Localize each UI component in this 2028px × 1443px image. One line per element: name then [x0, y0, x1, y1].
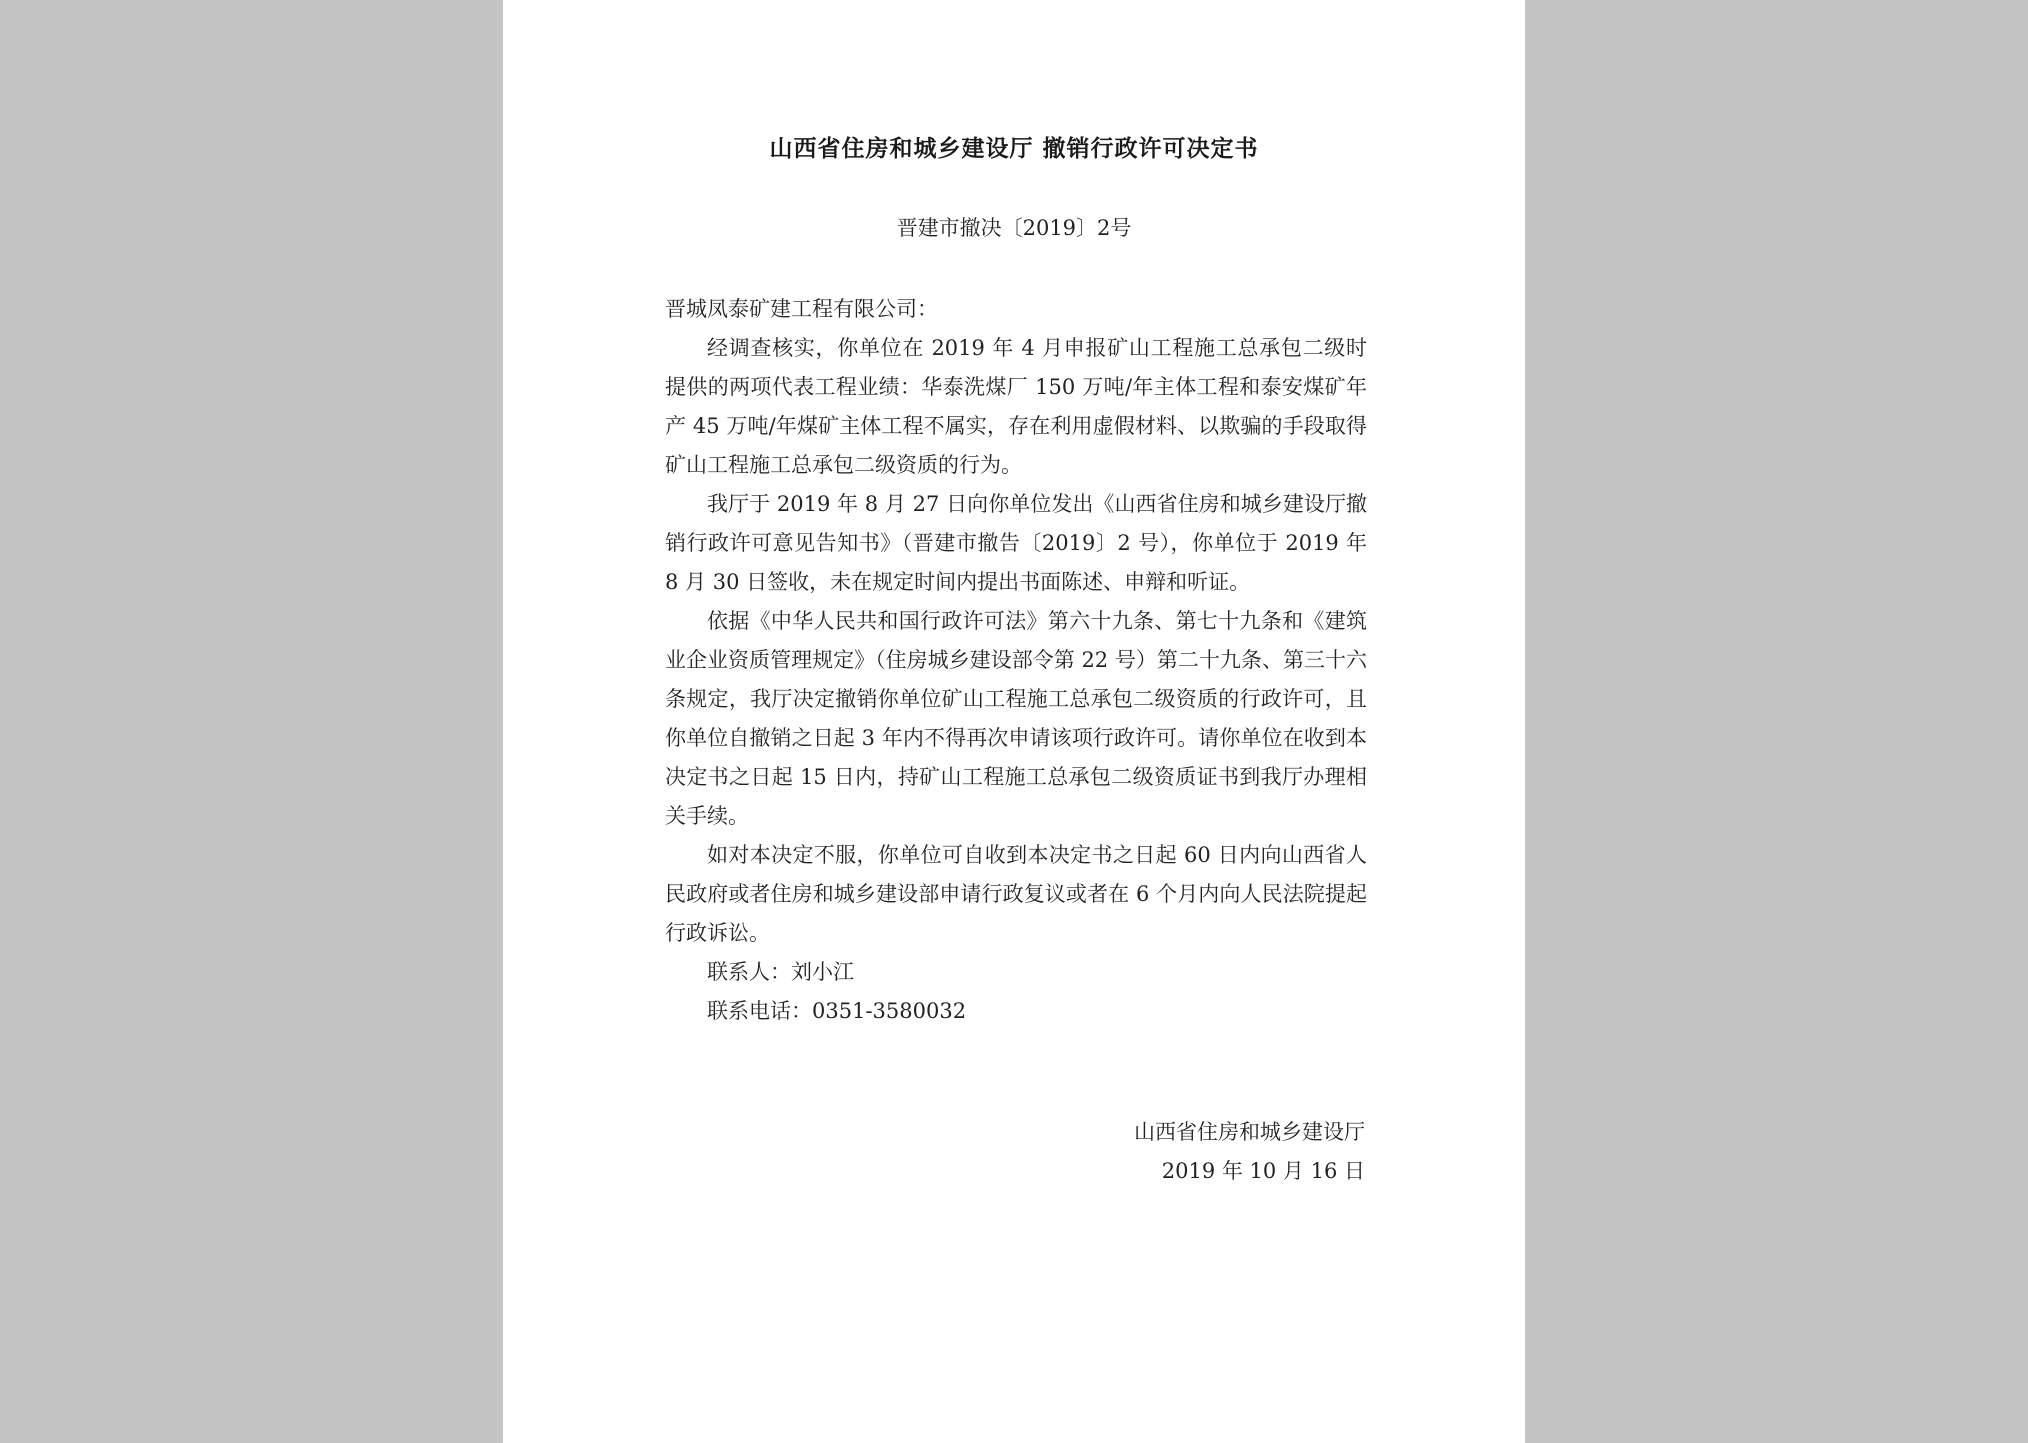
paragraph-decision: 依据《中华人民共和国行政许可法》第六十九条、第七十九条和《建筑业企业资质管理规定》（住房城乡建设部令第 22 号）第二十九条、第三十六条规定，我厅决定撤销你单位矿山工程施工总承包二级资质的行政许可，且你单位自撤销之日起 3 年内不得再次申请该项行政许可。请你单位在收到本决定书之日起 15 日内，持矿山工程施工总承包二级资质证书到我厅办理相关手续。	[665, 609, 1367, 828]
issue-date: 2019 年 10 月 16 日	[1161, 1159, 1365, 1183]
paragraph-appeal: 如对本决定不服，你单位可自收到本决定书之日起 60 日内向山西省人民政府或者住房和城乡建设部申请行政复议或者在 6 个月内向人民法院提起行政诉讼。	[665, 843, 1367, 945]
document-number: 晋建市撤决〔2019〕2号	[896, 216, 1132, 240]
signature-block	[1134, 1113, 1365, 1191]
document-body	[665, 290, 1367, 1031]
contact-phone: 联系电话：0351-3580032	[707, 999, 967, 1023]
addressee: 晋城凤泰矿建工程有限公司：	[665, 297, 938, 321]
paragraph-findings: 经调查核实，你单位在 2019 年 4 月申报矿山工程施工总承包二级时提供的两项代表工程业绩：华泰洗煤厂 150 万吨/年主体工程和泰安煤矿年产 45 万吨/年煤矿主体工程不属实，存在利用虚假材料、以欺骗的手段取得矿山工程施工总承包二级资质的行为。	[665, 336, 1367, 477]
document-title: 山西省住房和城乡建设厅 撤销行政许可决定书	[769, 135, 1259, 162]
document-page	[503, 0, 1525, 1443]
contact-person: 联系人：刘小江	[707, 960, 854, 984]
issuer-name: 山西省住房和城乡建设厅	[1134, 1120, 1365, 1144]
paragraph-notice: 我厅于 2019 年 8 月 27 日向你单位发出《山西省住房和城乡建设厅撤销行政许可意见告知书》（晋建市撤告〔2019〕2 号），你单位于 2019 年 8 月 30 日签收，未在规定时间内提出书面陈述、申辩和听证。	[665, 492, 1367, 594]
